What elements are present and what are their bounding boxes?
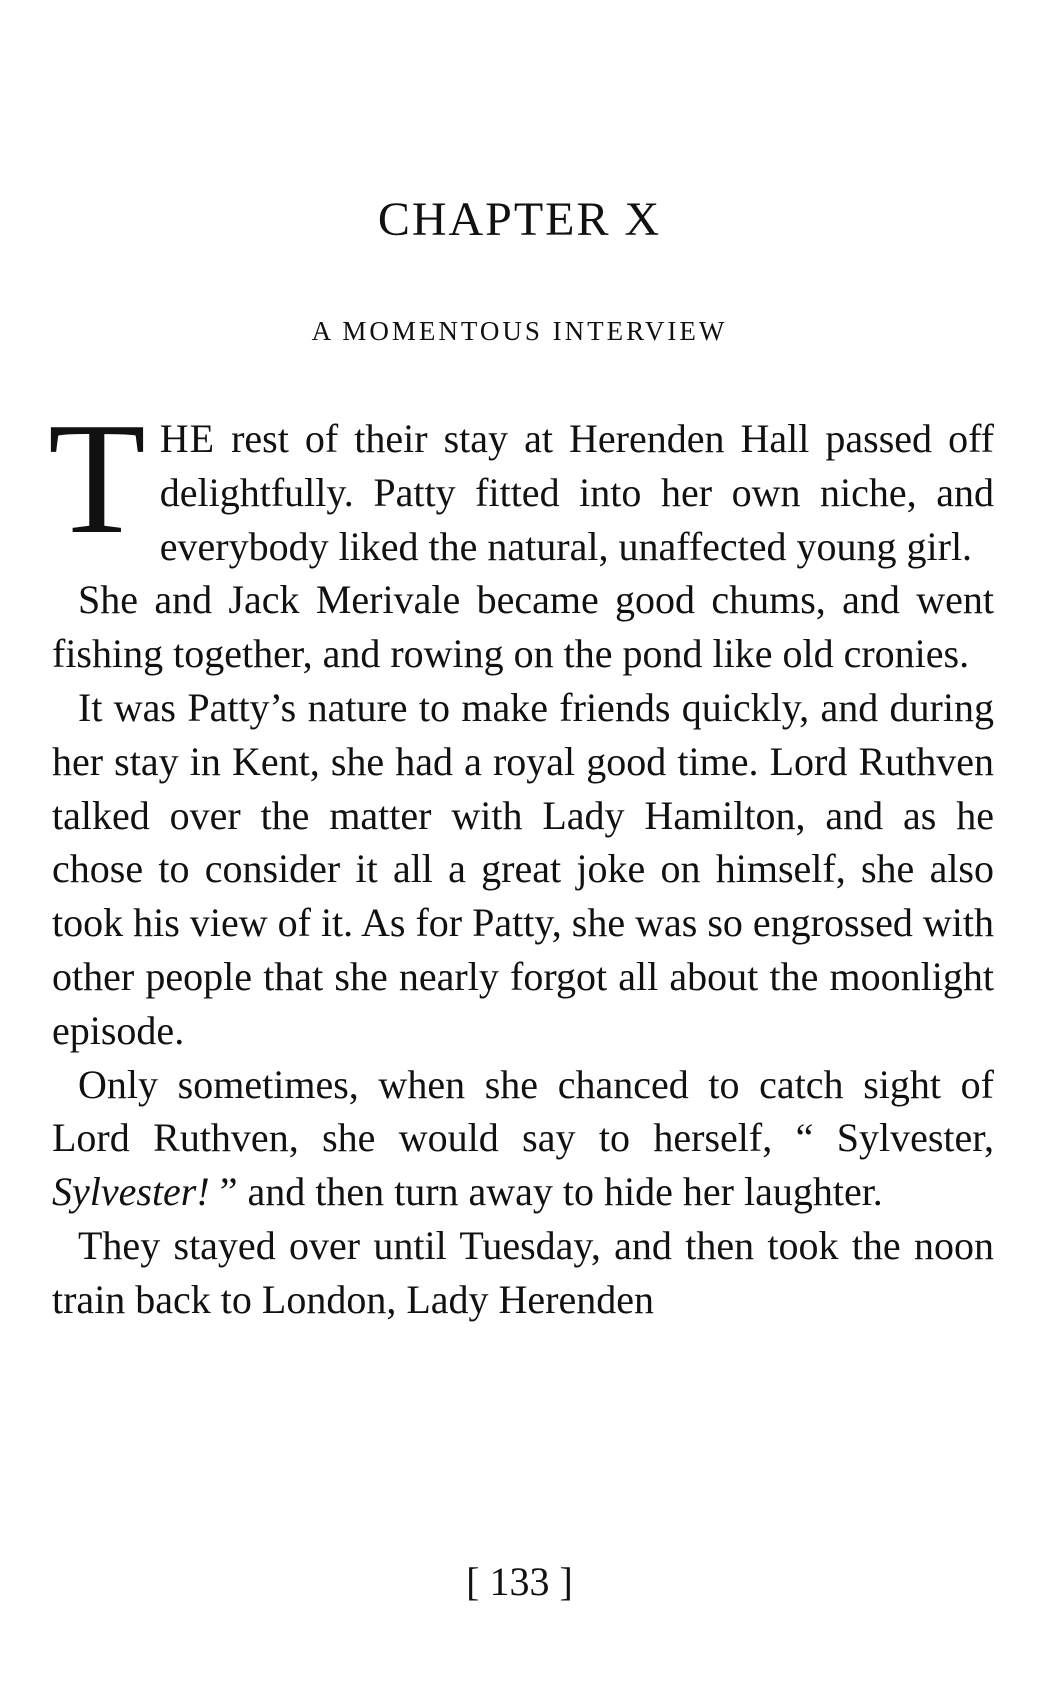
chapter-number: CHAPTER X (377, 193, 662, 246)
paragraph-1 (48, 389, 994, 573)
paragraph-3: It was Patty’s nature to make friends quickly, and during her stay in Kent, she had a royal good time. Lord Ruthven talked over the matter with Lady Hamilton, and as he chose to consider it all a great joke on himself, she also took his view of it. As for Patty, she was so engrossed with other people that she nearly forgot all about the moonlight episode. (52, 684, 994, 1053)
chapter-title: A MOMENTOUS INTERVIEW (311, 316, 728, 346)
page-number: [ 133 ] (466, 1559, 573, 1604)
paragraph-4-text-after: ” and then turn away to hide her laughter. (209, 1169, 883, 1215)
paragraph-4-text-before: Only sometimes, when she chanced to catch sight of Lord Ruthven, she would say to herself, “ Sylvester, (52, 1061, 994, 1161)
paragraph-4-emphasis: Sylvester! (52, 1169, 210, 1215)
paragraph-4 (52, 1058, 994, 1219)
paragraph-1-text: rest of their stay at Herenden Hall passed off delightfully. Patty fitted into her own niche, and everybody liked the natural, unaffected young girl. (159, 416, 994, 569)
drop-cap: T (48, 389, 146, 567)
paragraph-2: She and Jack Merivale became good chums, and went fishing together, and rowing on the pond like old cronies. (52, 577, 994, 677)
lead-caps: HE (159, 416, 216, 461)
chapter-body (48, 389, 994, 1327)
paragraph-5: They stayed over until Tuesday, and then took the noon train back to London, Lady Herenden (52, 1222, 994, 1322)
